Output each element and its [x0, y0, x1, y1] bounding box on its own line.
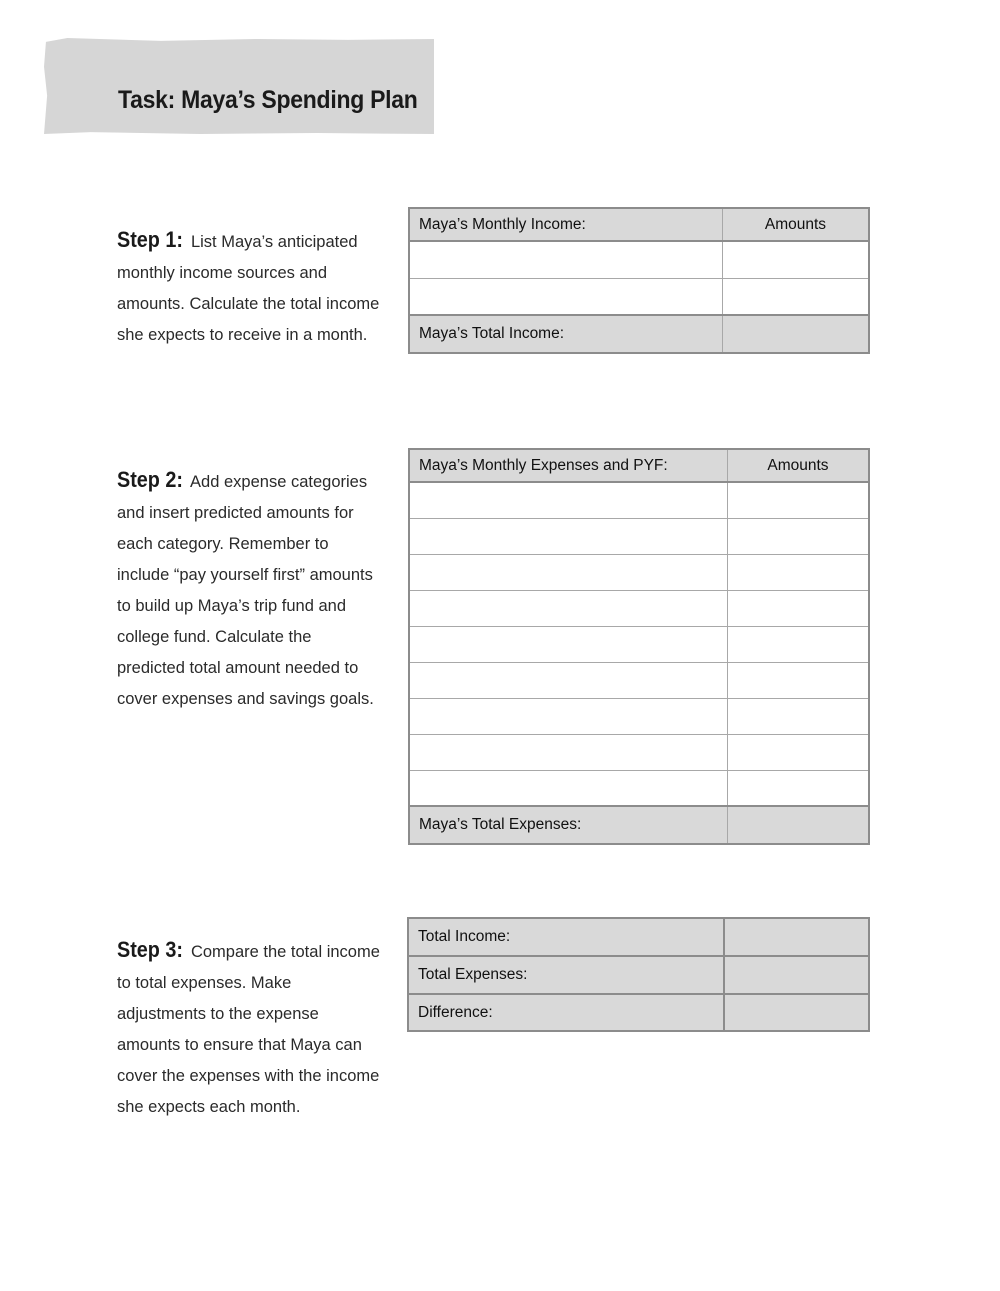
- summary-difference-amount-cell[interactable]: [724, 994, 869, 1031]
- summary-row: [408, 918, 869, 956]
- income-row: [409, 241, 869, 278]
- step-3-text: Compare the total income to total expenses. Make adjustments to the expense amounts to ensure that Maya can cover the expenses with the income she expects each month.: [117, 943, 380, 1116]
- summary-table: [407, 917, 870, 1032]
- expense-row: [409, 482, 869, 518]
- expense-row: [409, 626, 869, 662]
- income-header-amount: Amounts: [722, 208, 869, 241]
- expense-amount-cell[interactable]: [727, 518, 869, 554]
- step-2-text: Add expense categories and insert predicted amounts for each category. Remember to include “pay yourself first” amounts to build up Maya’s trip fund and college fund. Calculate the predicted total amount needed to cover expenses and savings goals.: [117, 473, 374, 708]
- step-2-instructions: [117, 464, 382, 715]
- expense-row: [409, 518, 869, 554]
- income-row: [409, 278, 869, 315]
- expense-row: [409, 554, 869, 590]
- expense-amount-cell[interactable]: [727, 698, 869, 734]
- expenses-header-label: Maya’s Monthly Expenses and PYF:: [409, 449, 727, 482]
- expense-category-cell[interactable]: [409, 482, 727, 518]
- income-total-row: [409, 315, 869, 353]
- income-table: [408, 207, 870, 354]
- expense-amount-cell[interactable]: [727, 662, 869, 698]
- income-total-label: Maya’s Total Income:: [409, 315, 722, 353]
- expense-category-cell[interactable]: [409, 626, 727, 662]
- expenses-total-row: [409, 806, 869, 844]
- expense-category-cell[interactable]: [409, 590, 727, 626]
- summary-row: [408, 956, 869, 994]
- summary-total-income-amount-cell[interactable]: [724, 918, 869, 956]
- expenses-header-amount: Amounts: [727, 449, 869, 482]
- expense-category-cell[interactable]: [409, 698, 727, 734]
- income-header-row: [409, 208, 869, 241]
- summary-total-expenses-label: Total Expenses:: [408, 956, 724, 994]
- expense-amount-cell[interactable]: [727, 626, 869, 662]
- summary-difference-label: Difference:: [408, 994, 724, 1031]
- expense-category-cell[interactable]: [409, 734, 727, 770]
- expense-amount-cell[interactable]: [727, 590, 869, 626]
- step-3-instructions: [117, 934, 382, 1123]
- summary-row: [408, 994, 869, 1031]
- expenses-total-label: Maya’s Total Expenses:: [409, 806, 727, 844]
- income-source-cell[interactable]: [409, 241, 722, 278]
- expense-row: [409, 734, 869, 770]
- step-2-label: Step 2:: [117, 467, 184, 492]
- income-source-cell[interactable]: [409, 278, 722, 315]
- page-title: Task: Maya’s Spending Plan: [118, 86, 418, 114]
- expense-row: [409, 590, 869, 626]
- income-header-label: Maya’s Monthly Income:: [409, 208, 722, 241]
- expense-amount-cell[interactable]: [727, 482, 869, 518]
- expenses-total-amount-cell[interactable]: [727, 806, 869, 844]
- expense-category-cell[interactable]: [409, 662, 727, 698]
- expense-amount-cell[interactable]: [727, 770, 869, 806]
- expenses-table: [408, 448, 870, 845]
- expense-row: [409, 770, 869, 806]
- expense-row: [409, 662, 869, 698]
- summary-total-expenses-amount-cell[interactable]: [724, 956, 869, 994]
- expenses-header-row: [409, 449, 869, 482]
- expense-amount-cell[interactable]: [727, 554, 869, 590]
- step-1-text: List Maya’s anticipated monthly income sources and amounts. Calculate the total income she expects to receive in a month.: [117, 233, 380, 344]
- expense-category-cell[interactable]: [409, 518, 727, 554]
- expense-amount-cell[interactable]: [727, 734, 869, 770]
- income-amount-cell[interactable]: [722, 278, 869, 315]
- expense-category-cell[interactable]: [409, 770, 727, 806]
- step-1-instructions: [117, 224, 382, 351]
- summary-total-income-label: Total Income:: [408, 918, 724, 956]
- expense-category-cell[interactable]: [409, 554, 727, 590]
- income-amount-cell[interactable]: [722, 241, 869, 278]
- expense-row: [409, 698, 869, 734]
- income-total-amount-cell[interactable]: [722, 315, 869, 353]
- step-1-label: Step 1:: [117, 227, 184, 252]
- step-3-label: Step 3:: [117, 937, 184, 962]
